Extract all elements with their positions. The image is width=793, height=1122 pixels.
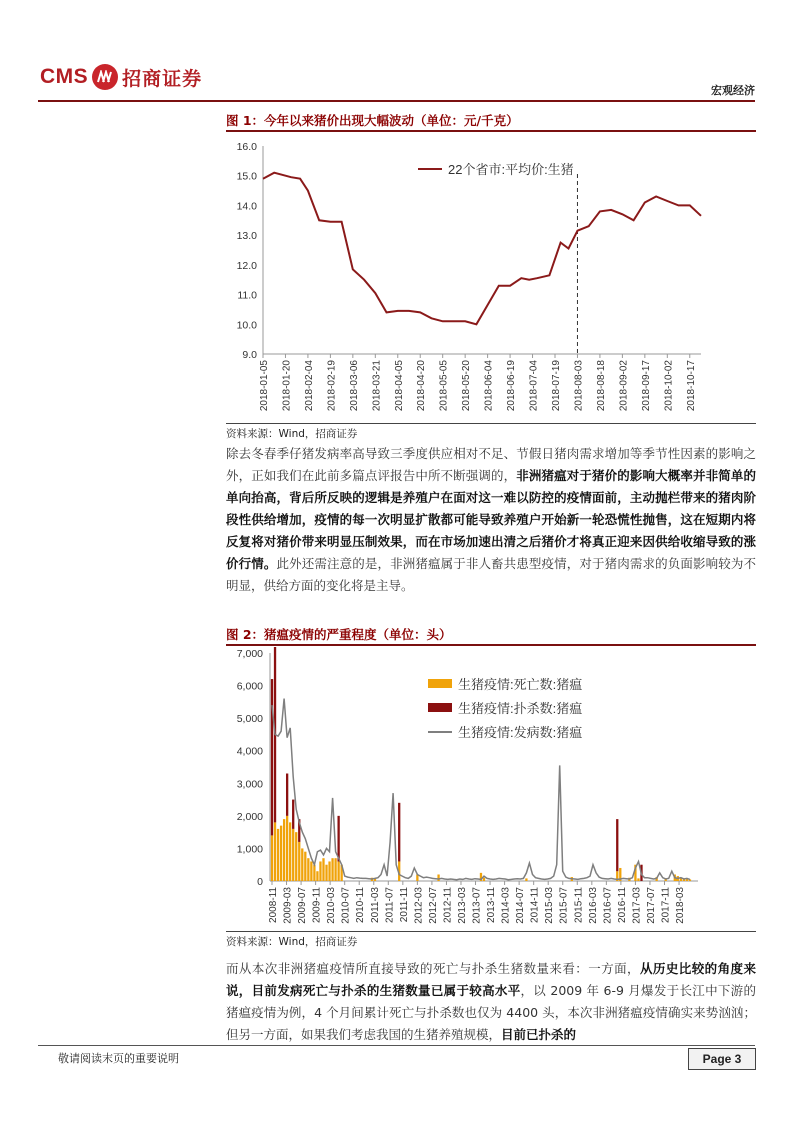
y-tick-label: 5,000 [236,713,263,726]
body-paragraph-2 [226,958,756,1046]
logo-emblem-icon [92,64,118,90]
x-tick-label: 2018-03 [675,887,687,924]
bar-death [304,852,306,881]
bar-death [277,829,279,881]
section-label: 宏观经济 [711,84,755,97]
bar-cull [616,819,618,871]
x-tick-label: 2018-04-05 [393,360,405,412]
header-divider [38,100,755,102]
figure1-line-chart [226,134,756,424]
footer-divider [38,1045,755,1046]
bar-death [271,835,273,881]
paragraph2-text-2: ，以 2009 年 6-9 月爆发于长江中下游的猪瘟疫情为例，4 个月间累计死亡与扑杀数也仅为 4400 头，本次非洲猪瘟疫情确实来势汹汹；但另一方面，如果我们考虑我国的生猪养殖规模， [226,983,756,1042]
x-tick-label: 2009-03 [282,887,294,924]
y-tick-label: 12.0 [236,259,257,272]
bar-death [483,878,485,881]
x-tick-label: 2012-03 [413,887,425,924]
x-tick-label: 2011-03 [369,887,381,923]
x-tick-label: 2018-09-17 [640,360,652,412]
x-tick-label: 2010-07 [340,887,352,924]
bar-cull [398,803,400,862]
y-tick-label: 11.0 [237,289,257,302]
figure1-title: 图 1：今年以来猪价出现大幅波动（单位：元/千克） [226,113,519,128]
bar-death [289,822,291,881]
bar-cull [337,816,339,862]
x-tick-label: 2013-07 [471,887,483,924]
logo-text: CMS [40,65,89,88]
paragraph2-bold-2: 目前已扑杀的 [501,1027,577,1042]
bar-death [322,858,324,881]
paragraph1-text-1: 除去冬春季仔猪发病率高导致三季度供应相对不足、节假日猪肉需求增加等季节性因素的影响之外，正如我们在此前多篇点评报告中所不断强调的， [226,446,756,483]
body-paragraph-1 [226,443,756,597]
x-tick-label: 2011-07 [384,887,396,923]
x-tick-label: 2017-11 [660,887,672,923]
paragraph1-text-2: 此外还需注意的是，非洲猪瘟属于非人畜共患型疫情，对于猪肉需求的负面影响较为不明显，供给方面的变化将是主导。 [226,556,756,593]
brand-logo [40,62,202,92]
bar-death [328,861,330,881]
figure2-source-rule [226,931,756,932]
y-tick-label: 1,000 [236,843,263,856]
x-tick-label: 2012-07 [427,887,439,924]
bar-death [525,878,527,881]
legend-label: 生猪疫情:死亡数:猪瘟 [458,677,583,692]
x-tick-label: 2010-03 [326,887,338,924]
x-tick-label: 2018-07-19 [551,360,562,412]
x-tick-label: 2018-10-17 [685,360,697,412]
bar-death [637,878,639,881]
bar-death [316,871,318,881]
figure1-title-rule [226,130,756,132]
paragraph1-bold-1: 非洲猪瘟对于猪价的影响大概率并非简单的单向抬高，背后所反映的逻辑是养殖户在面对这一难以防控的疫情面前，主动抛栏带来的猪肉阶段性供给增加，疫情的每一次明显扩散都可能导致养殖户开始新一轮恐慌性抛售，这在短期内将反复将对猪价带来明显压制效果，而在市场加速出清之后猪价才将真正迎来因供给收缩导致的涨价行情。 [226,468,756,571]
x-tick-label: 2015-07 [558,887,570,924]
y-tick-label: 6,000 [236,680,263,693]
x-tick-label: 2018-03-21 [371,360,383,412]
paragraph2-bold-1: 从历史比较的角度来说，目前发病死亡与扑杀的生猪数量已属于较高水平 [226,961,756,998]
x-tick-label: 2018-01-05 [259,360,270,412]
bar-death [298,842,300,881]
x-tick-label: 2018-08-18 [595,360,607,412]
figure2-title: 图 2：猪瘟疫情的严重程度（单位：头） [226,627,452,642]
x-tick-label: 2014-03 [500,887,512,924]
bar-death [334,858,336,881]
figure1-source-rule [226,423,756,424]
y-tick-label: 7,000 [236,648,263,660]
y-tick-label: 9.0 [242,349,257,361]
page-number: Page 3 [688,1048,756,1070]
bar-death [295,832,297,881]
bar-death [280,826,282,881]
x-tick-label: 2016-07 [602,887,614,924]
x-tick-label: 2016-11 [616,887,628,923]
y-tick-label: 3,000 [236,778,263,791]
bar-death [313,865,315,881]
x-tick-label: 2016-03 [587,887,599,924]
x-tick-label: 2018-02-04 [303,360,315,412]
bar-death [274,822,276,881]
x-tick-label: 2018-08-03 [573,360,585,412]
bar-cull [292,800,294,829]
bar-death [437,874,439,881]
x-tick-label: 2017-07 [645,887,657,924]
x-tick-label: 2009-07 [297,887,309,924]
bar-death [307,858,309,881]
x-tick-label: 2015-03 [544,887,556,924]
y-tick-label: 4,000 [236,745,263,758]
figure2-source: 资料来源：Wind，招商证券 [226,936,358,948]
x-tick-label: 2018-05-05 [438,360,450,412]
legend-label: 生猪疫情:发病数:猪瘟 [458,725,583,740]
bar-death [301,848,303,881]
footer-notice: 敬请阅读末页的重要说明 [58,1052,179,1065]
x-tick-label: 2018-05-20 [461,360,473,412]
bar-death [325,865,327,881]
bar-death [319,861,321,881]
x-tick-label: 2013-11 [486,887,498,923]
legend-label: 生猪疫情:扑杀数:猪瘟 [458,701,583,716]
legend-swatch [428,703,452,712]
x-tick-label: 2013-03 [456,887,468,924]
legend-swatch [428,679,452,688]
x-tick-label: 2018-03-06 [348,360,360,412]
x-tick-label: 2017-03 [631,887,643,924]
x-tick-label: 2018-06-19 [506,360,518,412]
y-tick-label: 13.0 [236,230,257,243]
x-tick-label: 2018-07-04 [528,360,540,412]
x-tick-label: 2018-02-19 [326,360,338,412]
x-tick-label: 2011-11 [398,887,410,923]
paragraph2-text-1: 而从本次非洲猪瘟疫情所直接导致的死亡与扑杀生猪数量来看：一方面， [226,961,640,976]
bar-death [331,858,333,881]
x-tick-label: 2014-07 [515,887,527,924]
x-tick-label: 2014-11 [529,887,541,923]
series-line-pig-price [263,173,701,325]
x-tick-label: 2009-11 [311,887,323,923]
x-tick-label: 2018-10-02 [663,360,675,412]
figure2-bar-line-chart [226,647,756,931]
x-tick-label: 2018-01-20 [281,360,293,412]
figure2-title-rule [226,644,756,646]
bar-death [283,819,285,881]
legend-label: 22个省市:平均价:生猪 [448,162,574,177]
logo-chinese-name: 招商证券 [122,67,203,90]
x-tick-label: 2008-11 [268,887,279,923]
bar-death [337,861,339,881]
figure1-source: 资料来源：Wind，招商证券 [226,428,358,440]
x-tick-label: 2018-06-04 [483,360,495,412]
x-tick-label: 2012-11 [442,887,454,923]
x-tick-label: 2018-09-02 [618,360,630,412]
y-tick-label: 0 [257,876,263,888]
bar-cull [271,679,273,835]
y-tick-label: 10.0 [236,319,257,332]
bar-cull [286,774,288,816]
x-tick-label: 2018-04-20 [416,360,428,412]
y-tick-label: 15.0 [236,170,257,183]
y-tick-label: 16.0 [236,141,257,153]
y-tick-label: 2,000 [236,810,263,823]
bar-death [286,816,288,881]
x-tick-label: 2015-11 [573,887,585,923]
bar-death [292,829,294,881]
x-tick-label: 2010-11 [355,887,367,923]
y-tick-label: 14.0 [236,200,257,213]
bar-death [310,861,312,881]
